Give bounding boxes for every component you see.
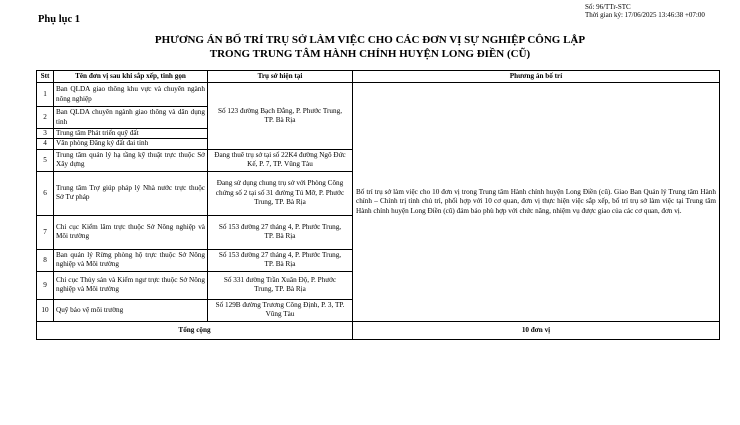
table-total-row (37, 321, 720, 339)
row-stt: 5 (37, 149, 54, 171)
row-stt: 7 (37, 215, 54, 249)
row-stt: 10 (37, 299, 54, 321)
header-plan: Phương án bố trí (353, 71, 720, 83)
row-unit: Ban quản lý Rừng phòng hộ trực thuộc Sở Nông nghiệp và Môi trường (54, 249, 208, 271)
row-address: Số 123 đường Bạch Đằng, P. Phước Trung, TP. Bà Rịa (208, 83, 353, 150)
plan-description: Bố trí trụ sở làm việc cho 10 đơn vị trong Trung tâm Hành chính huyện Long Điền (cũ). Giao Ban Quản lý Trung tâm Hành chính – Chính trị tỉnh chủ trì, phối hợp với 10 cơ quan, đơn vị thực hiện việc sắp xếp, bố trí trụ sở làm việc tại Trung tâm Hành chính huyện Long Điền (cũ) đảm bảo phù hợp với chức năng, nhiệm vụ được giao của các cơ quan, đơn vị. (353, 83, 720, 322)
appendix-label: Phụ lục 1 (38, 14, 81, 25)
header-stt: Stt (37, 71, 54, 83)
page-title-line-1: PHƯƠNG ÁN BỐ TRÍ TRỤ SỞ LÀM VIỆC CHO CÁC ĐƠN VỊ SỰ NGHIỆP CÔNG LẬP (154, 34, 586, 46)
row-address: Số 129B đường Trương Công Định, P. 3, TP. Vũng Tàu (208, 299, 353, 321)
row-unit: Trung tâm Trợ giúp pháp lý Nhà nước trực thuộc Sở Tư pháp (54, 171, 208, 215)
total-label: Tổng cộng (37, 321, 353, 339)
row-stt: 4 (37, 139, 54, 149)
row-stt: 1 (37, 83, 54, 107)
row-unit: Chi cục Kiểm lâm trực thuộc Sở Nông nghiệp và Môi trường (54, 215, 208, 249)
row-address: Đang sử dụng chung trụ sở với Phòng Công chứng số 2 tại số 31 đường Tú Mỡ, P. Phước Trung, TP. Bà Rịa (208, 171, 353, 215)
row-address: Số 153 đường 27 tháng 4, P. Phước Trung, TP. Bà Rịa (208, 215, 353, 249)
relocation-plan-table (36, 70, 720, 340)
signing-timestamp: Thời gian ký: 17/06/2025 13:46:38 +07:00 (585, 11, 705, 19)
row-stt: 9 (37, 271, 54, 299)
row-unit: Trung tâm Phát triển quỹ đất (54, 129, 208, 139)
row-stt: 6 (37, 171, 54, 215)
row-unit: Ban QLDA giao thông khu vực và chuyên ngành nông nghiệp (54, 83, 208, 107)
header-unit: Tên đơn vị sau khi sắp xếp, tinh gọn (54, 71, 208, 83)
row-unit: Trung tâm quản lý hạ tầng kỹ thuật trực thuộc Sở Xây dựng (54, 149, 208, 171)
document-number: Số: 96/TTr-STC (585, 3, 631, 11)
row-unit: Ban QLDA chuyên ngành giao thông và dân dụng tỉnh (54, 107, 208, 129)
header-address: Trụ sở hiện tại (208, 71, 353, 83)
row-stt: 3 (37, 129, 54, 139)
row-unit: Chi cục Thủy sản và Kiểm ngư trực thuộc Sở Nông nghiệp và Môi trường (54, 271, 208, 299)
row-stt: 2 (37, 107, 54, 129)
row-address: Số 153 đường 27 tháng 4, P. Phước Trung, TP. Bà Rịa (208, 249, 353, 271)
row-unit: Quỹ bảo vệ môi trường (54, 299, 208, 321)
row-unit: Văn phòng Đăng ký đất đai tỉnh (54, 139, 208, 149)
page-title-line-2: TRONG TRUNG TÂM HÀNH CHÍNH HUYỆN LONG ĐIỀN (CŨ) (209, 48, 531, 60)
row-address: Đang thuê trụ sở tại số 22K4 đường Ngô Đức Kế, P. 7, TP. Vũng Tàu (208, 149, 353, 171)
total-value: 10 đơn vị (353, 321, 720, 339)
row-stt: 8 (37, 249, 54, 271)
row-address: Số 331 đường Trần Xuân Độ, P. Phước Trung, TP. Bà Rịa (208, 271, 353, 299)
table-row (37, 83, 720, 107)
table-header-row (37, 71, 720, 83)
